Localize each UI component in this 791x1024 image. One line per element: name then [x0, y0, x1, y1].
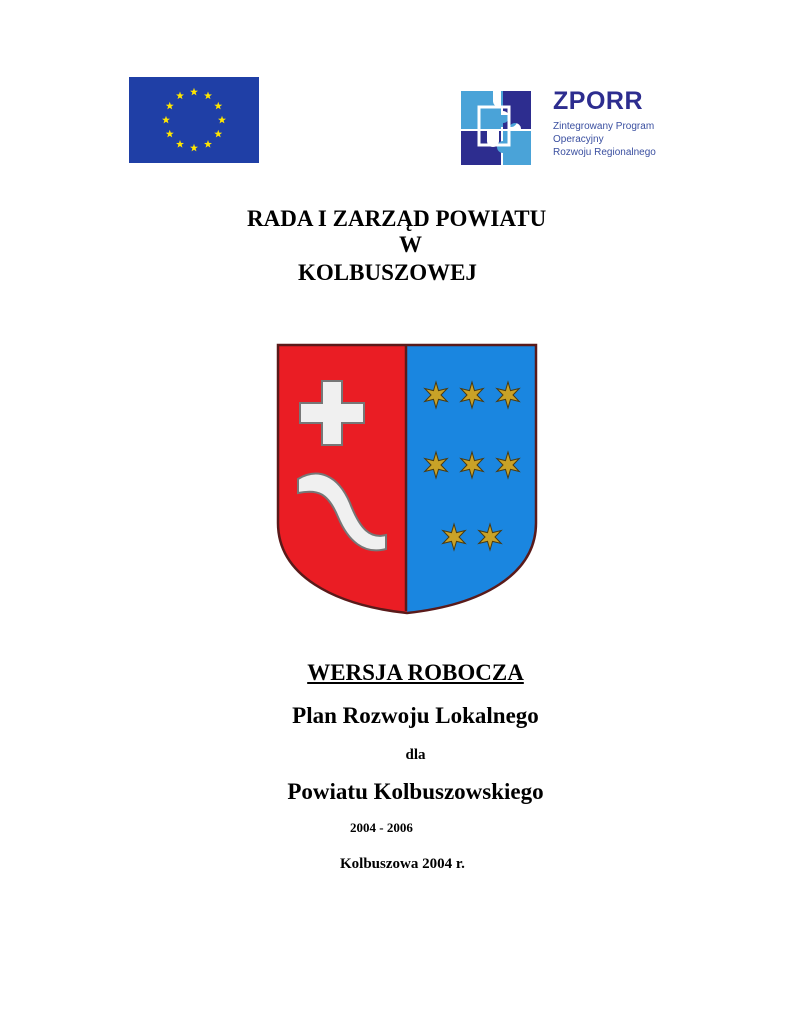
plan-title: Plan Rozwoju Lokalnego: [292, 703, 539, 728]
county-name: Powiatu Kolbuszowskiego: [287, 779, 544, 804]
zporr-line-2: Operacyjny: [553, 134, 604, 145]
coat-of-arms-icon: [276, 343, 538, 615]
eu-flag-icon: [129, 77, 259, 163]
header-line-2: W: [399, 232, 422, 257]
puzzle-icon: [457, 85, 547, 167]
draft-label: WERSJA ROBOCZA: [307, 660, 524, 685]
zporr-line-1: Zintegrowany Program: [553, 121, 655, 132]
for-label: dla: [405, 747, 426, 763]
header-line-1: RADA I ZARZĄD POWIATU: [247, 206, 547, 231]
header-line-3: KOLBUSZOWEJ: [298, 260, 477, 285]
zporr-logo: [457, 85, 657, 170]
zporr-line-3: Rozwoju Regionalnego: [553, 147, 656, 158]
years-range: 2004 - 2006: [350, 820, 413, 835]
zporr-title: ZPORR: [553, 87, 643, 115]
place-date: Kolbuszowa 2004 r.: [340, 856, 465, 872]
